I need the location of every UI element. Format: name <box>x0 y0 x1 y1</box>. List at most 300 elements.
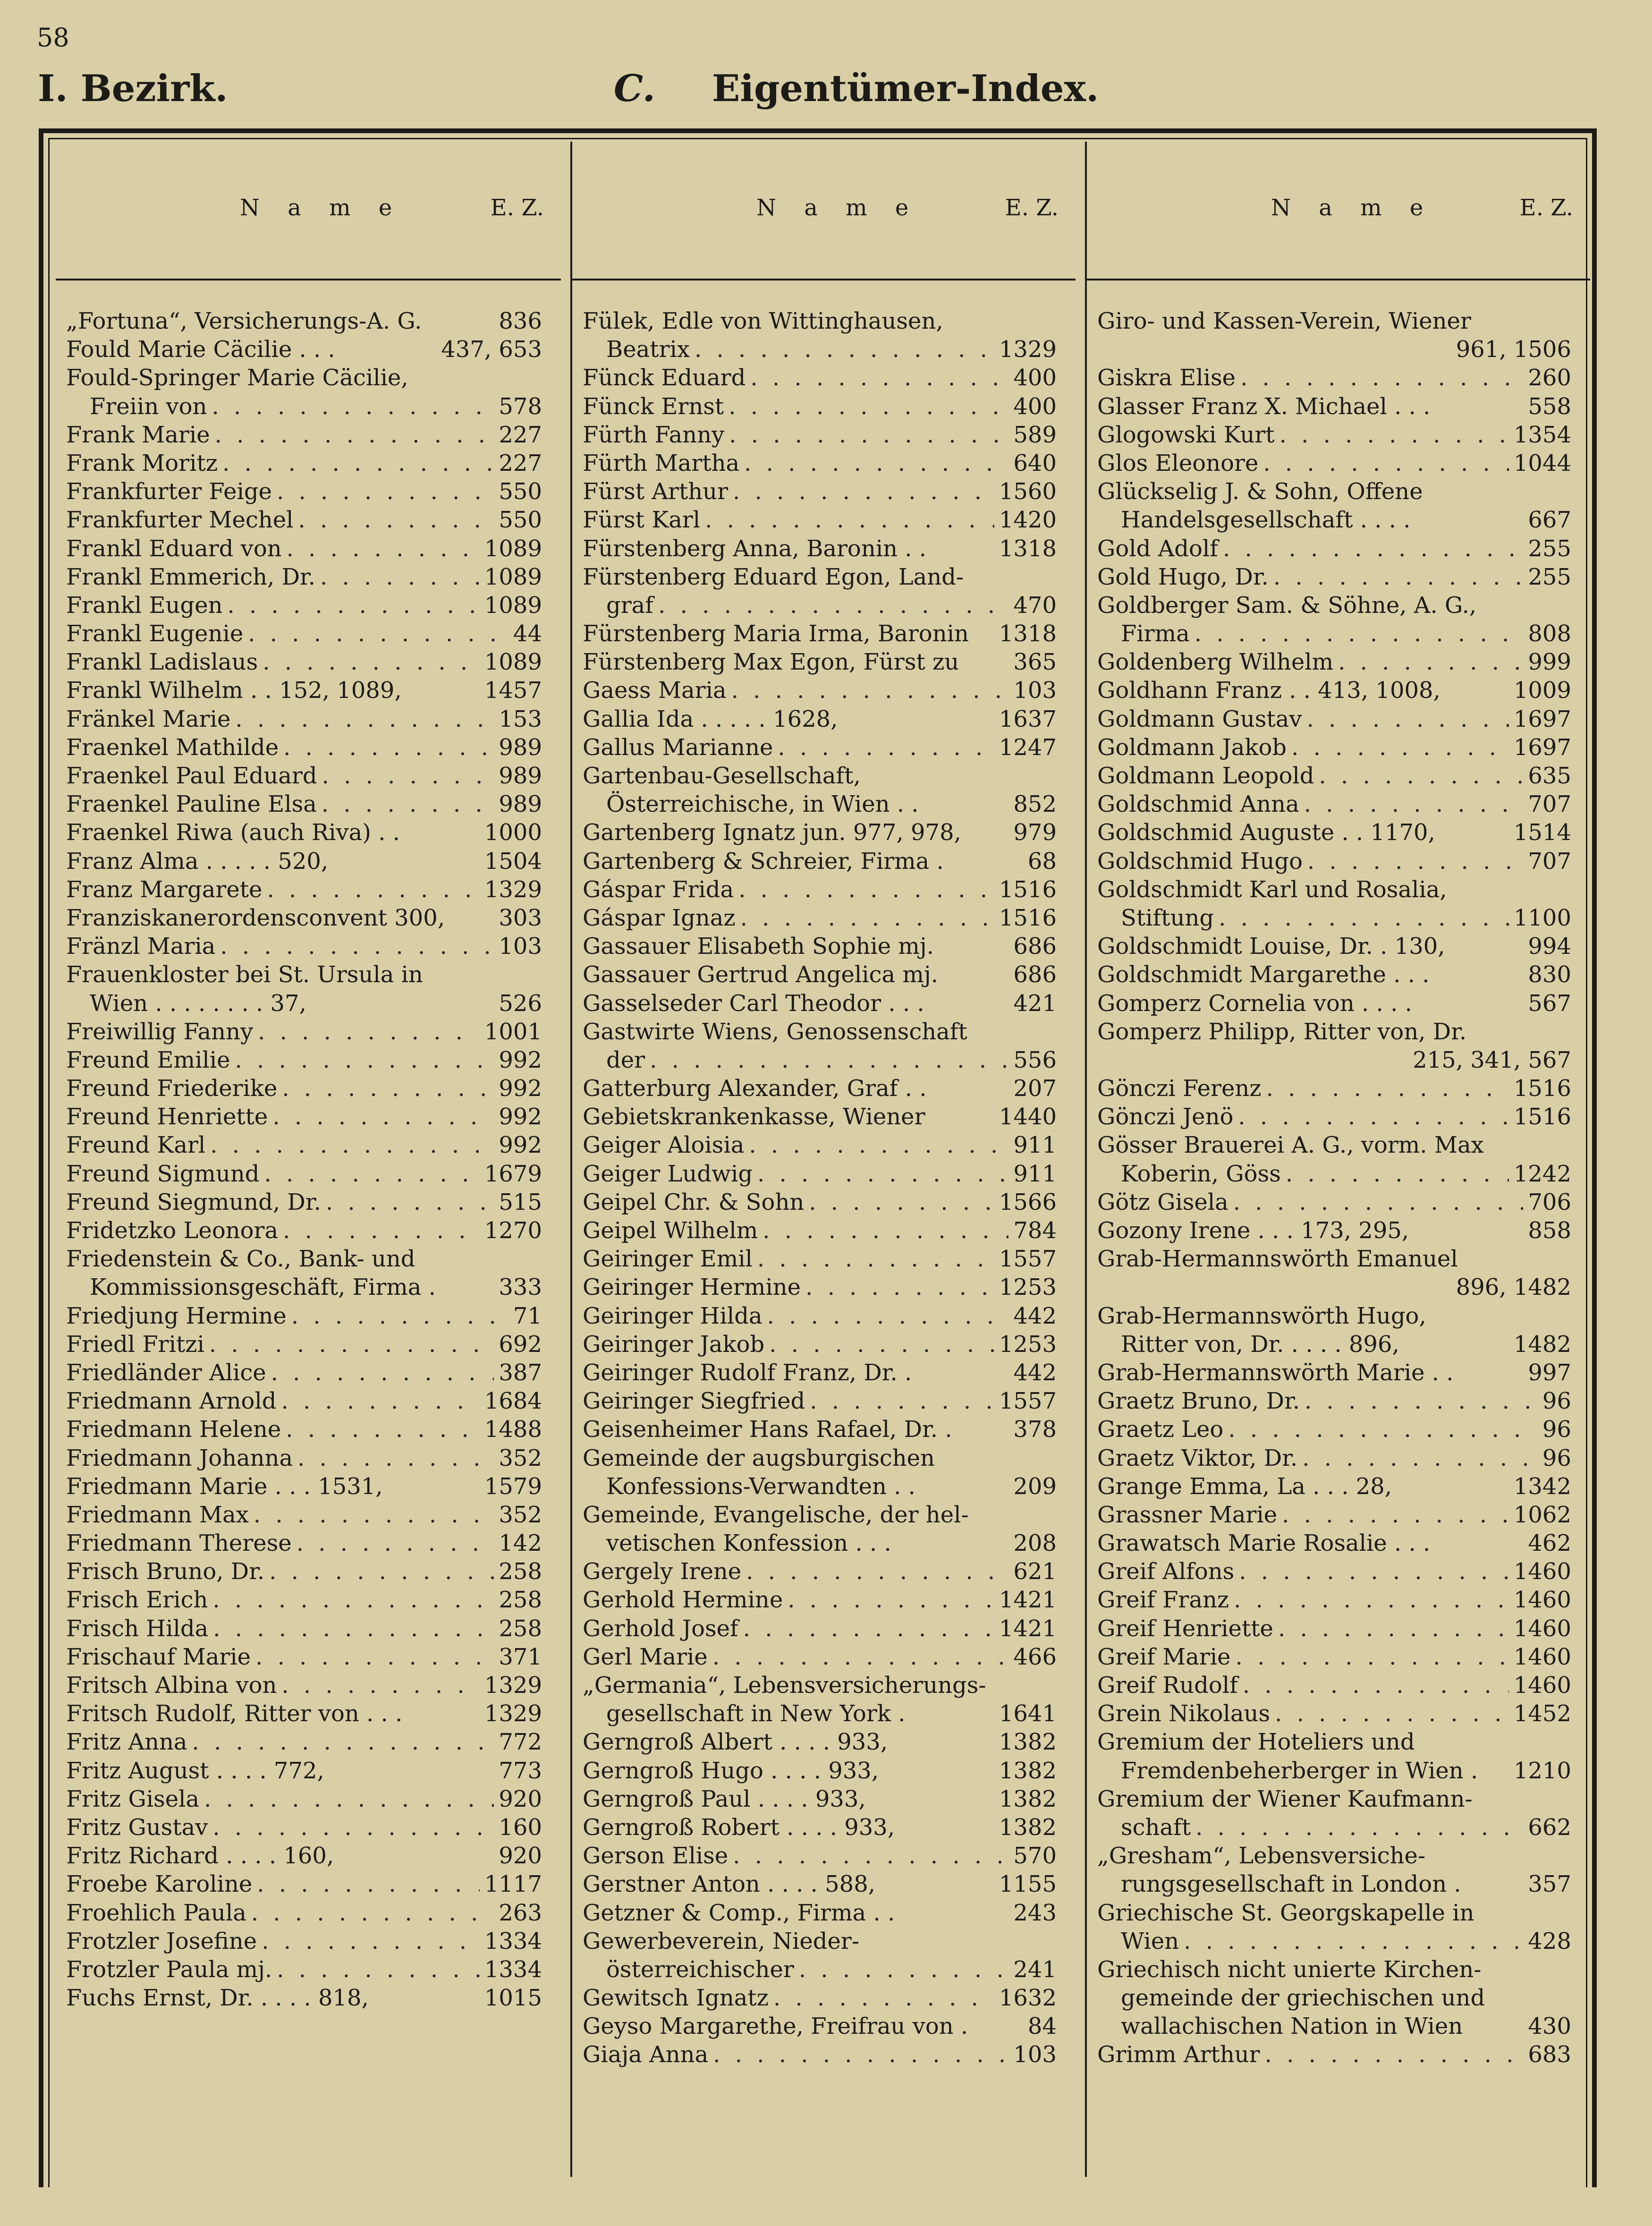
entry-name: Gergely Irene <box>583 1558 742 1585</box>
entry-name: Friedl Fritzi <box>66 1331 204 1358</box>
index-entry <box>56 564 561 592</box>
district-heading: I. Bezirk. <box>38 67 228 110</box>
entry-ez-number: 437, 653 <box>441 336 542 363</box>
dot-leader <box>320 564 480 590</box>
index-entry <box>56 677 561 705</box>
index-entry <box>56 1075 561 1104</box>
index-entry <box>572 1132 1076 1160</box>
index-entry <box>56 478 561 507</box>
index-entry <box>572 1644 1076 1672</box>
entry-ez-number: 466 <box>1013 1643 1057 1670</box>
entry-name: Gerl Marie <box>583 1643 708 1670</box>
entry-name: Friedmann Helene <box>66 1416 281 1443</box>
entry-ez-number: 241 <box>1013 1956 1057 1983</box>
dot-leader <box>281 1672 479 1699</box>
entry-ez-number: 96 <box>1542 1444 1571 1471</box>
index-entry <box>572 2013 1076 2041</box>
index-entry <box>1087 1019 1590 1047</box>
entry-name: Goldmann Leopold <box>1097 763 1314 789</box>
dot-leader <box>762 1217 1008 1244</box>
entry-ez-number: 961, 1506 <box>1456 336 1571 363</box>
index-entry <box>56 706 561 734</box>
dot-leader <box>1233 1189 1524 1215</box>
index-entry <box>56 1758 561 1786</box>
entry-name: Gallia Ida . . . . . 1628, <box>583 705 838 732</box>
index-entry <box>56 763 561 791</box>
entry-ez-number: 911 <box>1013 1132 1057 1159</box>
entry-name: Gerson Elise <box>583 1843 729 1869</box>
entry-ez-number: 387 <box>499 1359 542 1386</box>
entry-name: Fritsch Albina von <box>66 1672 277 1699</box>
dot-leader <box>757 1161 1008 1187</box>
index-entry <box>56 1189 561 1217</box>
dot-leader <box>805 1274 994 1300</box>
index-entry <box>1087 1956 1590 1985</box>
entry-ez-number: 1460 <box>1513 1643 1571 1670</box>
entry-name: Goldmann Jakob <box>1097 734 1287 761</box>
entry-name: Fünck Eduard <box>583 365 746 391</box>
entry-name: Freund Emilie <box>66 1046 230 1073</box>
entry-name: Getzner & Comp., Firma . . <box>583 1899 895 1926</box>
index-entry <box>56 1814 561 1843</box>
index-entry <box>572 961 1076 990</box>
index-entry <box>572 393 1076 422</box>
entry-name: Geiringer Hilda <box>583 1302 762 1329</box>
entry-name: Fränkel Marie <box>66 705 231 732</box>
index-entry <box>572 1956 1076 1985</box>
dot-leader <box>269 1558 494 1585</box>
entry-name: Grimm Arthur <box>1097 2041 1260 2068</box>
entry-ez-number: 208 <box>1013 1530 1057 1557</box>
section-title: Eigentümer-Index. <box>712 67 1099 110</box>
entry-ez-number: 1697 <box>1513 734 1571 761</box>
dot-leader <box>769 1331 994 1358</box>
entry-ez-number: 44 <box>513 620 542 647</box>
index-entry <box>1087 1047 1590 1075</box>
index-entry <box>1087 365 1590 393</box>
entry-ez-number: 1015 <box>484 1985 542 2012</box>
entry-name: Gomperz Philipp, Ritter von, Dr. <box>1097 1018 1467 1045</box>
index-entry <box>572 1615 1076 1644</box>
entry-ez-number: 692 <box>499 1331 542 1358</box>
entry-ez-number: 1382 <box>999 1757 1057 1784</box>
entry-name: Grab-Hermannswörth Marie . . <box>1097 1359 1454 1386</box>
entry-ez-number: 1460 <box>1513 1615 1571 1642</box>
entry-name: Gewitsch Ignatz <box>583 1985 769 2012</box>
index-entry <box>1087 876 1590 905</box>
entry-ez-number: 994 <box>1528 933 1571 960</box>
entry-ez-number: 526 <box>499 990 542 1017</box>
dot-leader <box>286 1416 480 1443</box>
entry-name: Geiringer Emil <box>583 1246 753 1273</box>
entry-name: Giaja Anna <box>583 2041 709 2068</box>
entry-name: Frankl Ladislaus <box>66 649 258 676</box>
entry-ez-number: 1009 <box>1513 677 1571 704</box>
entry-ez-number: 635 <box>1528 763 1571 789</box>
entry-name: Frauenkloster bei St. Ursula in <box>66 961 423 988</box>
entry-name: Greif Marie <box>1097 1643 1231 1670</box>
entry-name: Franz Alma . . . . . 520, <box>66 848 329 875</box>
entry-name: wallachischen Nation in Wien <box>1121 2013 1463 2040</box>
entry-ez-number: 640 <box>1013 450 1057 476</box>
entry-ez-number: 255 <box>1528 563 1571 590</box>
entry-ez-number: 1329 <box>999 336 1057 363</box>
index-entry <box>1087 734 1590 763</box>
entry-ez-number: 550 <box>499 507 542 534</box>
index-entry <box>56 819 561 848</box>
dot-leader <box>212 393 494 420</box>
entry-name: Fremdenbeherberger in Wien . <box>1121 1757 1478 1784</box>
entry-name: Fritz Richard . . . . 160, <box>66 1843 334 1869</box>
dot-leader <box>297 1530 494 1556</box>
entry-ez-number: 772 <box>499 1729 542 1756</box>
index-entry <box>572 1189 1076 1217</box>
entry-name: Fraenkel Riwa (auch Riva) . . <box>66 819 400 846</box>
entry-name: Friedmann Johanna <box>66 1444 293 1471</box>
dot-leader <box>298 507 494 533</box>
index-entry <box>572 990 1076 1019</box>
entry-name: Frankl Eugen <box>66 592 223 619</box>
entry-name: Gold Hugo, Dr. <box>1097 563 1269 590</box>
index-entry <box>1087 308 1590 336</box>
entry-name: Fould Marie Cäcilie . . . <box>66 336 335 363</box>
index-column-2 <box>570 142 1076 2177</box>
entry-name: Froehlich Paula <box>66 1899 246 1926</box>
entry-name: Gerngroß Robert . . . . 933, <box>583 1814 895 1841</box>
dot-leader <box>322 763 494 789</box>
index-entry <box>572 1246 1076 1274</box>
entry-name: Goldschmidt Louise, Dr. . 130, <box>1097 933 1445 960</box>
index-entry <box>56 905 561 933</box>
index-entry <box>1087 564 1590 592</box>
entry-name: Geiringer Siegfried <box>583 1388 805 1415</box>
entry-ez-number: 836 <box>499 308 542 334</box>
index-entry <box>1087 763 1590 791</box>
dot-leader <box>731 677 1009 704</box>
entry-list <box>1087 280 1590 2070</box>
entry-ez-number: 997 <box>1528 1359 1571 1386</box>
entry-ez-number: 442 <box>1013 1359 1057 1386</box>
index-entry <box>572 1729 1076 1757</box>
index-entry <box>572 1331 1076 1359</box>
index-entry <box>56 734 561 763</box>
dot-leader <box>215 422 494 448</box>
dot-leader <box>809 1189 994 1215</box>
column-header-ez: E. Z. <box>490 195 544 221</box>
index-entry <box>572 1359 1076 1388</box>
entry-name: Frank Marie <box>66 421 210 448</box>
index-entry <box>572 1019 1076 1047</box>
entry-name: Frotzler Josefine <box>66 1928 257 1954</box>
index-entry <box>572 1672 1076 1700</box>
entry-name: Grange Emma, La . . . 28, <box>1097 1473 1392 1500</box>
index-entry <box>56 1900 561 1928</box>
entry-name: Gaess Maria <box>583 677 727 704</box>
dot-leader <box>1291 734 1509 761</box>
entry-ez-number: 470 <box>1013 592 1057 619</box>
dot-leader <box>746 1558 1008 1585</box>
entry-name: Franz Margarete <box>66 876 263 903</box>
index-entry <box>56 1587 561 1615</box>
entry-ez-number: 1329 <box>484 876 542 903</box>
entry-name: Freund Karl <box>66 1132 206 1159</box>
entry-list <box>56 280 561 2013</box>
dot-leader <box>1243 1672 1509 1699</box>
entry-ez-number: 992 <box>499 1075 542 1102</box>
dot-leader <box>1184 1928 1523 1954</box>
index-entry <box>56 1729 561 1757</box>
entry-ez-number: 1382 <box>999 1814 1057 1841</box>
dot-leader <box>283 1217 480 1244</box>
index-entry <box>1087 1161 1590 1189</box>
dot-leader <box>210 1132 494 1158</box>
entry-name: Gassauer Gertrud Angelica mj. <box>583 961 939 988</box>
entry-ez-number: 1566 <box>999 1189 1057 1215</box>
index-entry <box>1087 1758 1590 1786</box>
index-entry <box>572 592 1076 620</box>
entry-ez-number: 1318 <box>999 535 1057 562</box>
index-entry <box>56 1558 561 1587</box>
entry-ez-number: 1329 <box>484 1700 542 1727</box>
index-entry <box>572 535 1076 564</box>
entry-name: Frankl Wilhelm . . 152, 1089, <box>66 677 402 704</box>
dot-leader <box>287 535 480 562</box>
dot-leader <box>712 1644 1009 1670</box>
index-entry <box>56 1246 561 1274</box>
index-entry <box>572 1758 1076 1786</box>
index-entry <box>1087 1786 1590 1814</box>
entry-ez-number: 103 <box>1013 677 1057 704</box>
index-entry <box>1087 1587 1590 1615</box>
index-entry <box>56 990 561 1019</box>
entry-ez-number: 1342 <box>1513 1473 1571 1500</box>
index-entry <box>1087 1416 1590 1444</box>
entry-name: Friedmann Arnold <box>66 1388 277 1415</box>
dot-leader <box>1279 422 1509 448</box>
entry-name: Fritz Gustav <box>66 1814 208 1841</box>
entry-name: Goldschmid Auguste . . 1170, <box>1097 819 1435 846</box>
entry-ez-number: 706 <box>1528 1189 1571 1215</box>
entry-ez-number: 515 <box>499 1189 542 1215</box>
index-entry <box>56 1416 561 1444</box>
entry-name: Frankl Eugenie <box>66 620 244 647</box>
index-entry <box>56 365 561 393</box>
index-entry <box>1087 1871 1590 1899</box>
index-entry <box>56 1388 561 1416</box>
entry-name: Goldschmidt Karl und Rosalia, <box>1097 876 1447 903</box>
dot-leader <box>1319 763 1523 789</box>
entry-ez-number: 989 <box>499 791 542 818</box>
entry-ez-number: 1253 <box>999 1331 1057 1358</box>
entry-ez-number: 1089 <box>484 592 542 619</box>
entry-name: Fritz Anna <box>66 1729 187 1756</box>
dot-leader <box>257 1871 480 1897</box>
index-entry <box>56 1985 561 2013</box>
dot-leader <box>1304 791 1524 817</box>
entry-ez-number: 1557 <box>999 1388 1057 1415</box>
dot-leader <box>1306 706 1508 732</box>
index-entry <box>56 1843 561 1871</box>
entry-name: Friedenstein & Co., Bank- und <box>66 1246 415 1273</box>
dot-leader <box>743 1615 994 1642</box>
entry-name: Graetz Bruno, Dr. <box>1097 1388 1300 1415</box>
entry-name: Glückselig J. & Sohn, Offene <box>1097 478 1423 505</box>
dot-leader <box>1275 1700 1509 1727</box>
dot-leader <box>1286 1161 1509 1187</box>
entry-ez-number: 227 <box>499 450 542 476</box>
entry-name: Goldhann Franz . . 413, 1008, <box>1097 677 1440 704</box>
index-entry <box>572 1047 1076 1075</box>
entry-ez-number: 1117 <box>484 1871 542 1898</box>
entry-ez-number: 1421 <box>999 1587 1057 1614</box>
entry-name: Gremium der Hoteliers und <box>1097 1729 1415 1756</box>
entry-name: Greif Alfons <box>1097 1558 1235 1585</box>
entry-name: Gold Adolf <box>1097 535 1218 562</box>
entry-name: Fraenkel Pauline Elsa <box>66 791 317 818</box>
entry-ez-number: 207 <box>1013 1075 1057 1102</box>
entry-name: Fülek, Edle von Wittinghausen, <box>583 308 943 334</box>
entry-ez-number: 707 <box>1528 848 1571 875</box>
dot-leader <box>209 1331 494 1358</box>
index-entry <box>1087 1359 1590 1388</box>
entry-name: Greif Rudolf <box>1097 1672 1238 1699</box>
index-entry <box>572 763 1076 791</box>
index-entry <box>1087 1928 1590 1956</box>
entry-name: Goldschmid Anna <box>1097 791 1299 818</box>
entry-ez-number: 567 <box>1528 990 1571 1017</box>
entry-name: Giskra Elise <box>1097 365 1236 391</box>
entry-ez-number: 1460 <box>1513 1672 1571 1699</box>
dot-leader <box>713 2041 1008 2068</box>
entry-name: Fridetzko Leonora <box>66 1217 279 1244</box>
entry-ez-number: 1641 <box>999 1700 1057 1727</box>
dot-leader <box>744 450 1008 476</box>
entry-ez-number: 830 <box>1528 961 1571 988</box>
index-entry <box>1087 2041 1590 2070</box>
index-entry <box>572 1871 1076 1899</box>
entry-name: „Gresham“, Lebensversiche- <box>1097 1843 1426 1869</box>
entry-name: Graetz Leo <box>1097 1416 1224 1443</box>
index-entry <box>1087 848 1590 876</box>
entry-ez-number: 683 <box>1528 2041 1571 2068</box>
entry-name: Geiger Ludwig <box>583 1160 753 1187</box>
entry-ez-number: 442 <box>1013 1302 1057 1329</box>
index-entry <box>1087 1303 1590 1331</box>
dot-leader <box>262 1928 480 1954</box>
entry-name: Firma <box>1121 620 1190 647</box>
entry-name: Gerstner Anton . . . . 588, <box>583 1871 876 1898</box>
entry-ez-number: 992 <box>499 1132 542 1159</box>
column-header <box>572 142 1076 280</box>
entry-name: Friedjung Hermine <box>66 1302 287 1329</box>
entry-ez-number: 621 <box>1013 1558 1057 1585</box>
entry-name: Freund Siegmund, Dr. <box>66 1189 321 1215</box>
entry-name: Graetz Viktor, Dr. <box>1097 1444 1298 1471</box>
entry-name: Beatrix <box>606 336 690 363</box>
dot-leader <box>213 1615 494 1642</box>
index-entry <box>1087 592 1590 620</box>
entry-ez-number: 1482 <box>1513 1331 1571 1358</box>
entry-name: rungsgesellschaft in London . <box>1121 1871 1461 1898</box>
entry-ez-number: 260 <box>1528 365 1571 391</box>
entry-name: Friedländer Alice <box>66 1359 266 1386</box>
index-entry <box>56 1019 561 1047</box>
index-entry <box>572 450 1076 478</box>
entry-name: Handelsgesellschaft . . . . <box>1121 507 1411 534</box>
entry-name: Fritz August . . . . 772, <box>66 1757 324 1784</box>
entry-ez-number: 989 <box>499 734 542 761</box>
index-entry <box>56 1473 561 1502</box>
index-entry <box>572 1558 1076 1587</box>
entry-name: Frankl Emmerich, Dr. <box>66 563 315 590</box>
entry-ez-number: 1354 <box>1513 421 1571 448</box>
index-entry <box>56 308 561 336</box>
index-entry <box>56 1359 561 1388</box>
entry-ez-number: 227 <box>499 421 542 448</box>
entry-name: Frotzler Paula mj. <box>66 1956 272 1983</box>
index-entry <box>572 1388 1076 1416</box>
entry-name: Goldberger Sam. & Söhne, A. G., <box>1097 592 1477 619</box>
index-entry <box>56 1303 561 1331</box>
dot-leader <box>277 478 494 505</box>
entry-ez-number: 153 <box>499 705 542 732</box>
column-header-name: N a m e <box>1271 195 1434 221</box>
entry-name: Götz Gisela <box>1097 1189 1228 1215</box>
index-entry <box>572 507 1076 535</box>
dot-leader <box>767 1303 1009 1329</box>
entry-ez-number: 1632 <box>999 1985 1057 2012</box>
entry-name: Gerhold Hermine <box>583 1587 783 1614</box>
entry-ez-number: 896, 1482 <box>1456 1274 1571 1301</box>
entry-ez-number: 1440 <box>999 1104 1057 1130</box>
index-entry <box>1087 1502 1590 1530</box>
dot-leader <box>1239 1558 1509 1585</box>
index-entry <box>572 365 1076 393</box>
dot-leader <box>277 1956 480 1983</box>
entry-name: Fünck Ernst <box>583 393 724 420</box>
entry-ez-number: 1516 <box>999 904 1057 931</box>
dot-leader <box>271 1359 494 1386</box>
index-entry <box>56 1331 561 1359</box>
dot-leader <box>1195 620 1524 647</box>
entry-name: Frisch Erich <box>66 1587 208 1614</box>
dot-leader <box>212 1587 494 1613</box>
entry-name: Gösser Brauerei A. G., vorm. Max <box>1097 1132 1484 1159</box>
index-entry <box>1087 620 1590 649</box>
index-entry <box>56 393 561 422</box>
entry-name: Fürstenberg Anna, Baronin . . <box>583 535 927 562</box>
entry-name: Gáspar Ignaz <box>583 904 736 931</box>
entry-ez-number: 686 <box>1013 933 1057 960</box>
dot-leader <box>1282 1502 1509 1528</box>
index-entry <box>56 1786 561 1814</box>
dot-leader <box>1228 1416 1538 1443</box>
entry-ez-number: 333 <box>499 1274 542 1301</box>
entry-name: „Germania“, Lebensversicherungs- <box>583 1672 986 1699</box>
entry-name: Fürth Martha <box>583 450 740 476</box>
index-entry <box>1087 1843 1590 1871</box>
entry-name: Kommissionsgeschäft, Firma . <box>90 1274 436 1301</box>
entry-name: vetischen Konfession . . . <box>606 1530 891 1557</box>
dot-leader <box>788 1587 994 1613</box>
index-entry <box>1087 1132 1590 1160</box>
index-entry <box>1087 1331 1590 1359</box>
entry-ez-number: 1210 <box>1513 1757 1571 1784</box>
index-entry <box>572 1587 1076 1615</box>
entry-ez-number: 1329 <box>484 1672 542 1699</box>
entry-ez-number: 570 <box>1013 1843 1057 1869</box>
entry-name: Gewerbeverein, Nieder- <box>583 1928 860 1954</box>
